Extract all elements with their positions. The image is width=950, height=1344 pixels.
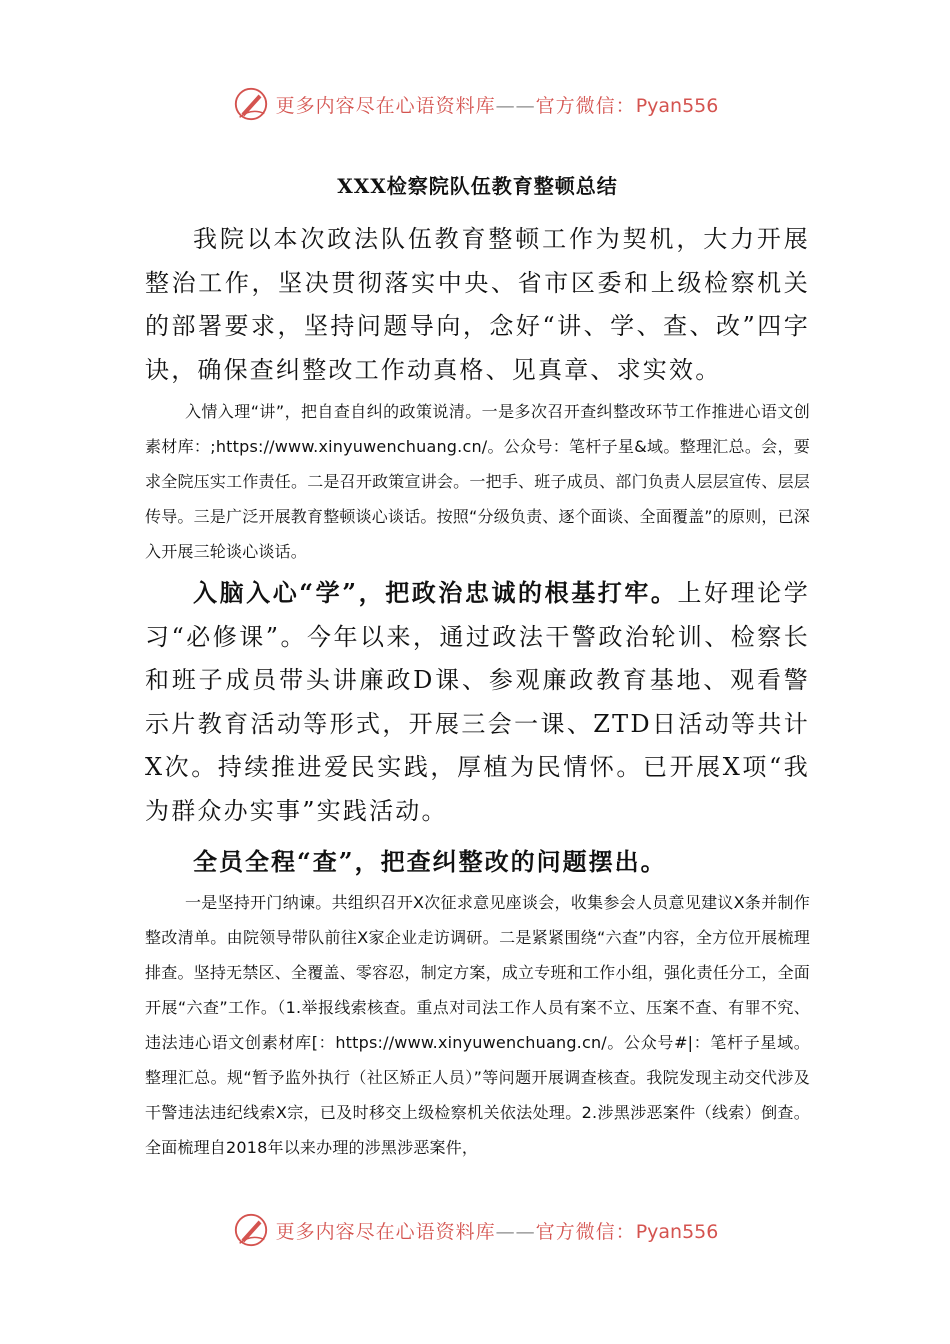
paragraph-xue: [145, 571, 810, 833]
pen-logo-icon: [232, 1211, 270, 1249]
banner-text: 更多内容尽在心语资料库——官方微信：Pyan556: [275, 94, 719, 117]
document-title: XXX检察院队伍教育整顿总结: [337, 174, 618, 198]
paragraph-xue-body: 上好理论学习“必修课”。今年以来，通过政法干警政治轮训、检察长和班子成员带头讲廉政D课、参观廉政教育基地、观看警示片教育活动等形式，开展三会一课、ZTD日活动等共计X次。持续推进爱民实践，厚植为民情怀。已开展X项“我为群众办实事”实践活动。: [145, 579, 810, 825]
paragraph-jiang: 入情入理“讲”，把自查自纠的政策说清。一是多次召开查纠整改环节工作推进心语文创素材库：;https://www.xinyuwenchuang.cn/。公众号：笔杆子星&域。整理汇总。会，要求全院压实工作责任。二是召开政策宣讲会。一把手、班子成员、部门负责人层层宣传、层层传导。三是广泛开展教育整顿谈心谈话。按照“分级负责、逐个面谈、全面覆盖”的原则，已深入开展三轮谈心谈话。: [145, 402, 810, 561]
document-body: [145, 160, 810, 1165]
paragraph-intro: 我院以本次政法队伍教育整顿工作为契机，大力开展整治工作，坚决贯彻落实中央、省市区委和上级检察机关的部署要求，坚持问题导向，念好“讲、学、查、改”四字诀，确保查纠整改工作动真格、见真章、求实效。: [145, 225, 810, 384]
header-watermark-banner: [0, 82, 950, 126]
pen-logo-icon: [232, 85, 270, 123]
section-heading-xue: 入脑入心“学”，把政治忠诚的根基打牢。: [193, 578, 678, 607]
paragraph-cha: 一是坚持开门纳谏。共组织召开X次征求意见座谈会，收集参会人员意见建议X条并制作整改清单。由院领导带队前往X家企业走访调研。二是紧紧围绕“六查”内容，全方位开展梳理排查。坚持无禁区、全覆盖、零容忍，制定方案，成立专班和工作小组，强化责任分工，全面开展“六查”工作。（1.举报线索核查。重点对司法工作人员有案不立、压案不查、有罪不究、违法违心语文创素材库[：https://www.xinyuwenchuang.cn/。公众号#|：笔杆子星域。整理汇总。规“暂予监外执行（社区矫正人员）”等问题开展调查核查。我院发现主动交代涉及干警违法违纪线索X宗，已及时移交上级检察机关依法处理。2.涉黑涉恶案件（线索）倒查。全面梳理自2018年以来办理的涉黑涉恶案件，: [145, 893, 810, 1157]
banner-text: 更多内容尽在心语资料库——官方微信：Pyan556: [275, 1220, 719, 1243]
section-heading-cha: 全员全程“查”，把查纠整改的问题摆出。: [193, 847, 667, 876]
footer-watermark-banner: [0, 1208, 950, 1252]
